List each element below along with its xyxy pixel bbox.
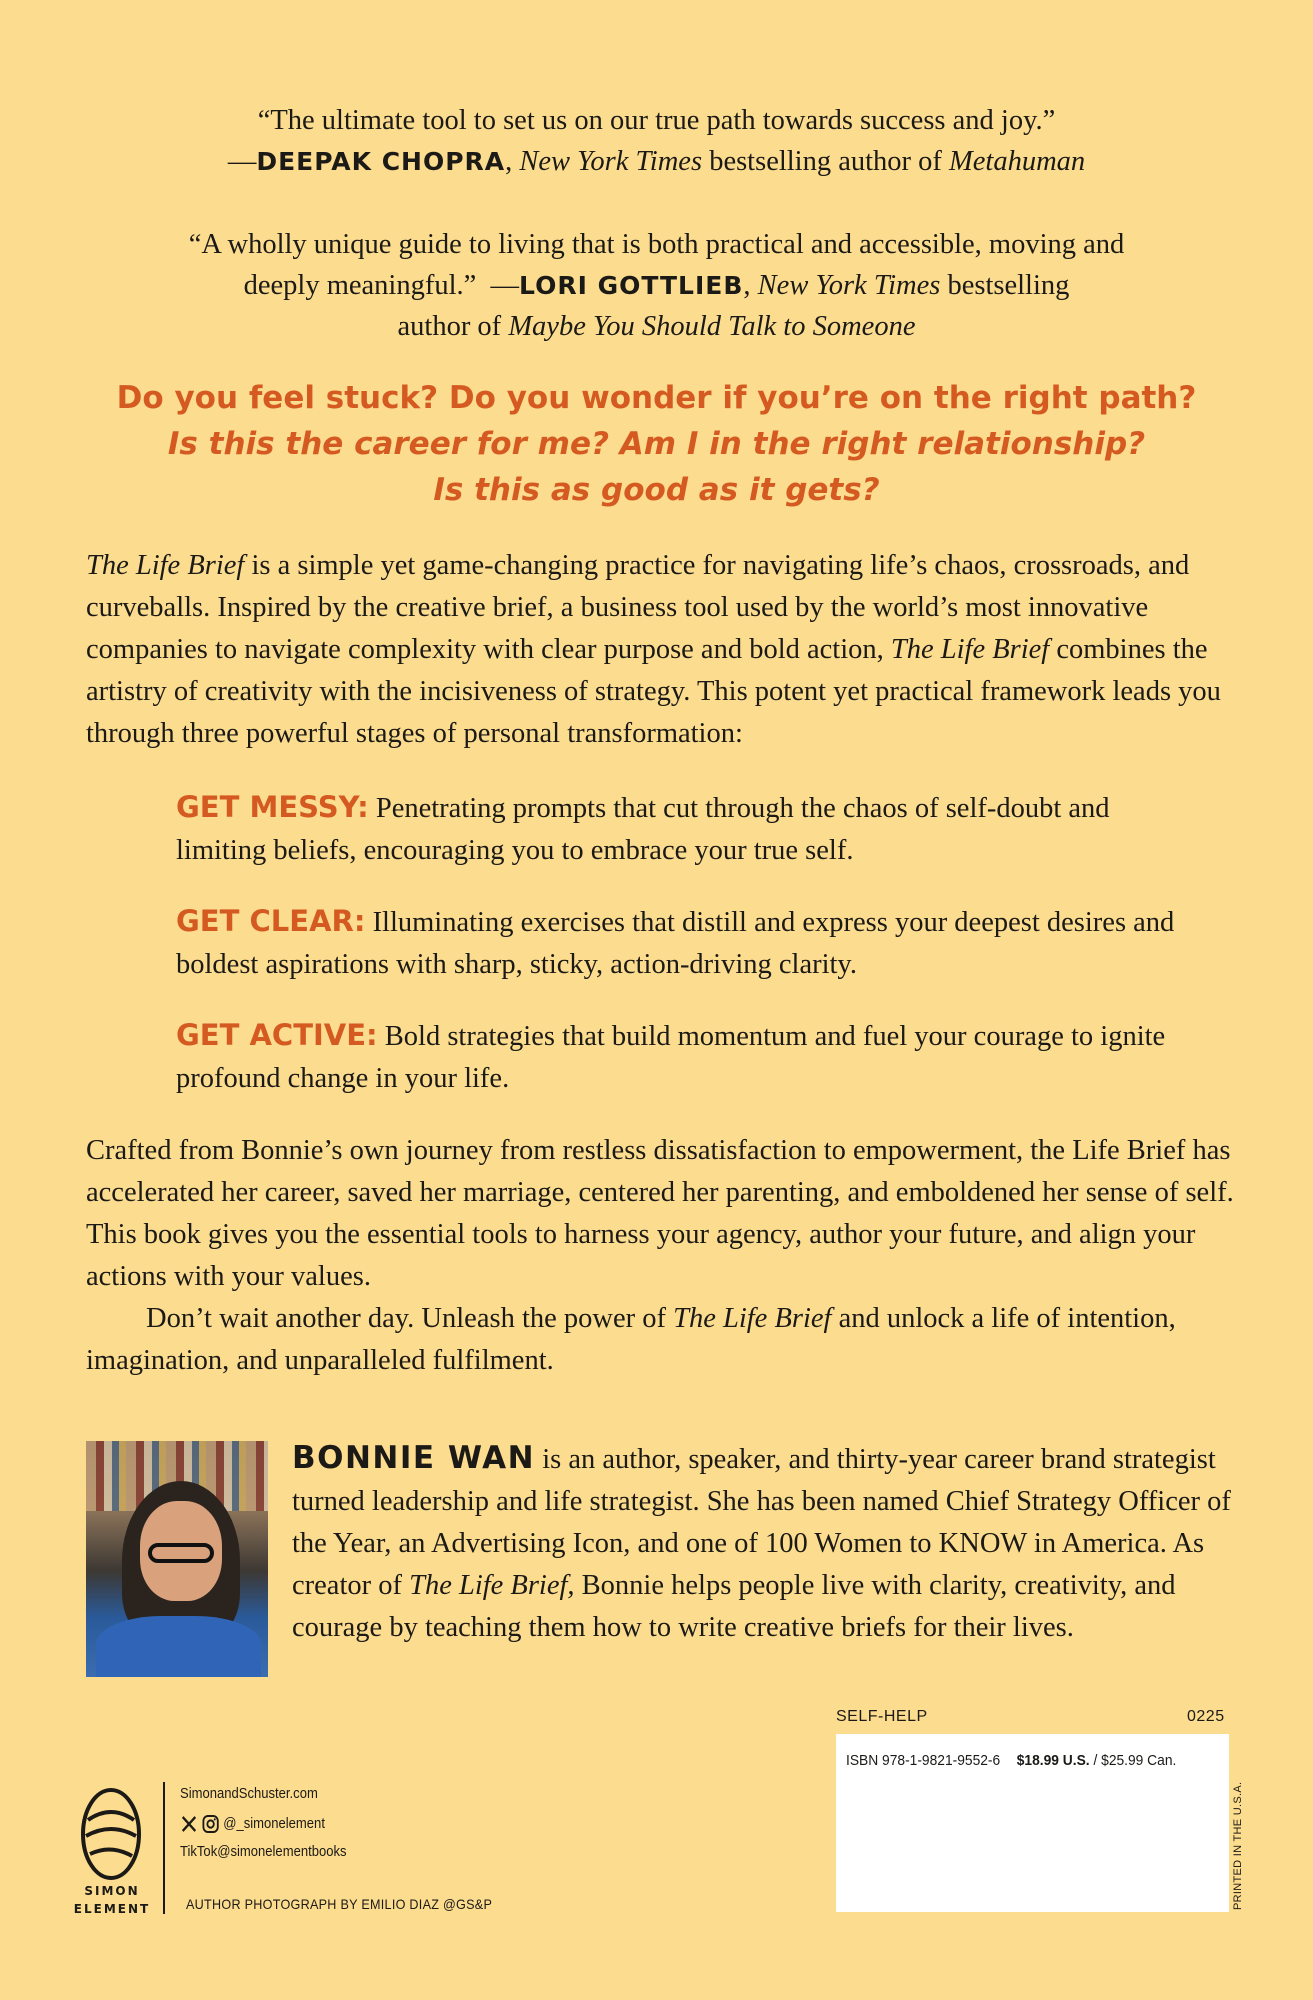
publication-name: New York Times [757,270,941,301]
question-line: Is this as good as it gets? [433,472,880,508]
attribution-name: LORI GOTTLIEB [519,271,744,300]
barcode-box [836,1734,1229,1912]
instagram-icon [202,1814,220,1834]
social-handle-row[interactable] [180,1814,325,1834]
stage-get-messy [176,786,1186,872]
isbn: ISBN 978-1-9821-9552-6 [846,1752,1001,1769]
simon-element-logo-icon [78,1786,144,1882]
book-title: The Life Brief [890,634,1050,665]
stage-get-clear [176,900,1186,986]
logo-divider [163,1782,165,1914]
blurb-gottlieb [0,224,1313,347]
blurb-quote-line: deeply meaningful.” —LORI GOTTLIEB, New York Times bestselling [243,270,1070,301]
stage-description: Bold strategies that build momentum and fuel your courage to ignite profound change in your life. [176,1021,1166,1094]
stage-label: GET CLEAR: [176,904,366,938]
stage-description: Penetrating prompts that cut through the chaos of self-doubt and limiting beliefs, encouraging you to embrace your true self. [176,793,1110,866]
publisher-website[interactable]: SimonandSchuster.com [180,1786,318,1802]
isbn-price-line [846,1752,1191,1769]
stage-label: GET ACTIVE: [176,1018,378,1052]
blurb-chopra [0,100,1313,182]
hook-questions [0,375,1313,513]
closing-text: Crafted from Bonnie’s own journey from restless dissatisfaction to empowerment, the Life Brief has accelerated her career, saved her marriage, centered her parenting, and emboldened her sense of self. This book gives you the essential tools to harness your agency, author your future, and align your actions with your values. [86,1135,1234,1292]
blurb-quote-line: “A wholly unique guide to living that is both practical and accessible, moving and [188,229,1125,260]
call-to-action: Don’t wait another day. Unleash the power of The Life Brief and unlock a life of intention, imagination, and unparalleled fulfilment. [86,1303,1176,1376]
x-icon [180,1814,198,1834]
blurb-attribution: author of Maybe You Should Talk to Someone [397,311,916,342]
book-title: The Life Brief, [409,1570,575,1601]
book-title: The Life Brief [673,1303,832,1334]
stage-description: Illuminating exercises that distill and express your deepest desires and boldest aspirations with sharp, sticky, action-driving clarity. [176,907,1175,980]
photo-credit: AUTHOR PHOTOGRAPH BY EMILIO DIAZ @GS&P [186,1896,493,1912]
closing-paragraph [86,1130,1234,1382]
book-title: Maybe You Should Talk to Someone [508,311,916,342]
stage-label: GET MESSY: [176,790,369,824]
attribution-dash: — [490,270,520,301]
stage-get-active [176,1014,1186,1100]
question-line: Is this the career for me? Am I in the right relationship? [167,426,1146,462]
author-name: BONNIE WAN [292,1440,536,1476]
printed-in-usa: PRINTED IN THE U.S.A. [1232,1781,1244,1910]
category-label: SELF-HELP [836,1708,928,1725]
book-title: The Life Brief [86,550,245,581]
attribution-name: DEEPAK CHOPRA [256,147,506,176]
tiktok-handle[interactable]: TikTok@simonelementbooks [180,1844,347,1860]
intro-paragraph: The Life Brief is a simple yet game-changing practice for navigating life’s chaos, crossroads, and curveballs. Inspired by the creative brief, a business tool used by the world’s most innovative companies to navigate complexity with clear purpose and bold action, The Life Brief combines the artistry of creativity with the incisiveness of strategy. This potent yet practical framework leads you through three powerful stages of personal transformation: [86,550,1221,749]
publication-name: New York Times [519,146,703,177]
book-title: Metahuman [949,146,1086,177]
question-line: Do you feel stuck? Do you wonder if you’re on the right path? [116,380,1197,416]
price-us: $18.99 U.S. [1016,1752,1090,1769]
publisher-logo-text: SIMON ELEMENT [73,1884,151,1916]
category-code: 0225 [1187,1708,1225,1725]
author-photo [86,1441,268,1677]
social-handle: @_simonelement [223,1815,325,1832]
author-bio: BONNIE WAN is an author, speaker, and thirty-year career brand strategist turned leadership and life strategist. She has been named Chief Strategy Officer of the Year, an Advertising Icon, and one of 100 Women to KNOW in America. As creator of The Life Brief, Bonnie helps people live with clarity, creativity, and courage by teaching them how to write creative briefs for their lives. [292,1440,1231,1643]
blurb-attribution: —DEEPAK CHOPRA, New York Times bestselling author of Metahuman [227,146,1086,177]
attribution-dash: — [227,146,257,177]
price-can: / $25.99 Can. [1089,1752,1177,1769]
blurb-quote: “The ultimate tool to set us on our true path towards success and joy.” [257,105,1056,136]
